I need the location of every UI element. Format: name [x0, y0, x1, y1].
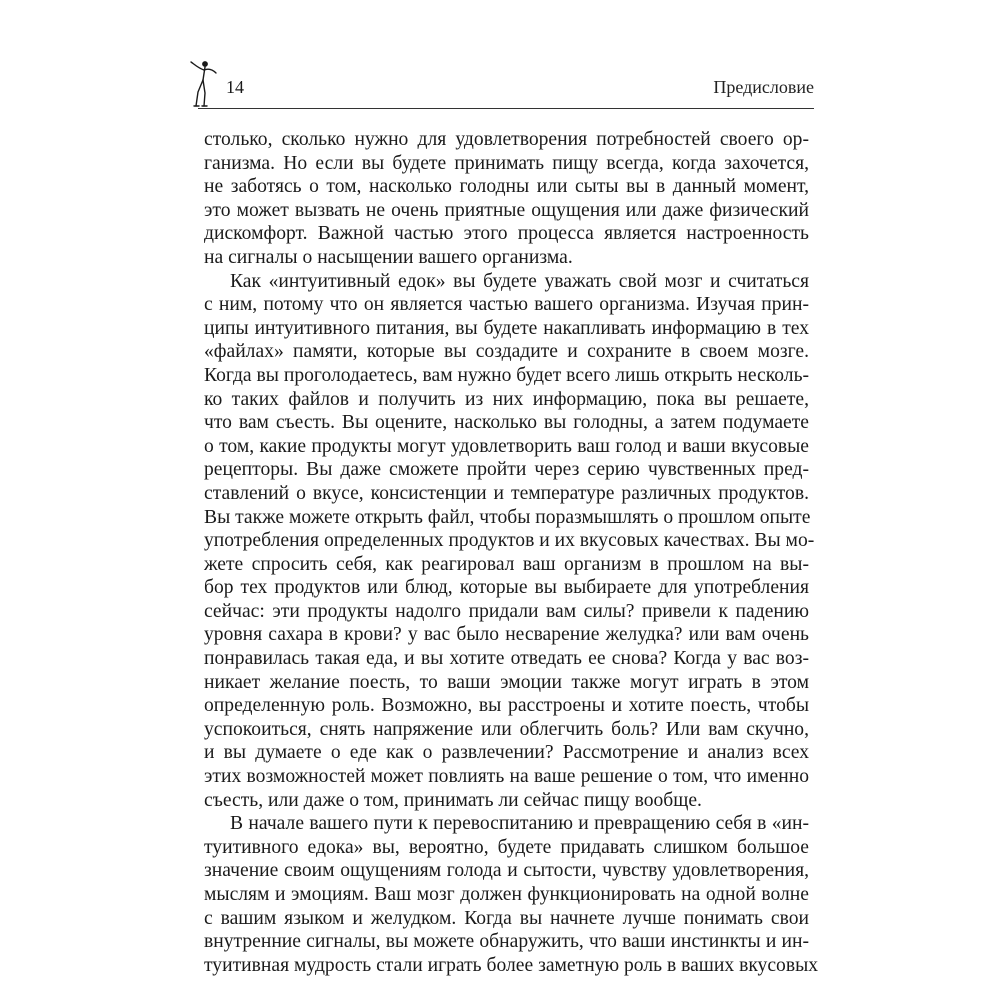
- text-line: ко таких файлов и получить из них информацию, пока вы решаете,: [204, 388, 809, 410]
- header-divider: [198, 108, 814, 109]
- text-line: уровня сахара в крови? у вас было несварение желудка? или вам очень: [204, 624, 809, 646]
- text-line: с ним, потому что он является частью вашего организма. Изучая прин-: [204, 294, 809, 316]
- text-line: ганизма. Но если вы будете принимать пищу всегда, когда захочется,: [204, 152, 809, 174]
- text-line: понравилась такая еда, и вы хотите отведать ее снова? Когда у вас воз-: [204, 648, 809, 670]
- text-line: употребления определенных продуктов и их вкусовых качествах. Вы мо-: [204, 530, 815, 552]
- text-line: Вы также можете открыть файл, чтобы поразмышлять о прошлом опыте: [204, 506, 811, 528]
- page-number: 14: [226, 77, 244, 97]
- text-line: значение своим ощущениям голода и сытости, чувству удовлетворения,: [204, 860, 809, 882]
- text-line: Как «интуитивный едок» вы будете уважать свой мозг и считаться: [230, 270, 809, 292]
- dancer-icon: [188, 58, 218, 110]
- section-title: Предисловие: [713, 77, 814, 97]
- text-line: туитивного едока» вы, вероятно, будете придавать слишком большое: [204, 836, 809, 858]
- text-line: жете спросить себя, как реагировал ваш организм в прошлом на вы-: [204, 553, 809, 575]
- text-line: бор тех продуктов или блюд, которые вы выбираете для употребления: [204, 577, 809, 599]
- text-line: на сигналы о насыщении вашего организма.: [204, 246, 573, 268]
- text-line: «файлах» памяти, которые вы создадите и сохраните в своем мозге.: [204, 341, 809, 363]
- text-line: Когда вы проголодаетесь, вам нужно будет всего лишь открыть несколь-: [204, 364, 810, 386]
- text-line: рецепторы. Вы даже сможете пройти через серию чувственных пред-: [204, 459, 809, 481]
- text-line: В начале вашего пути к перевоспитанию и превращению себя в «ин-: [230, 813, 809, 835]
- body-text: [204, 128, 819, 977]
- text-line: туитивная мудрость стали играть более заметную роль в ваших вкусовых: [204, 954, 819, 976]
- text-line: это может вызвать не очень приятные ощущения или даже физический: [204, 199, 809, 221]
- text-line: успокоиться, снять напряжение или облегчить боль? Или вам скучно,: [204, 718, 809, 740]
- text-line: не заботясь о том, насколько голодны или сыты вы в данный момент,: [204, 176, 809, 198]
- page-header: [188, 58, 814, 110]
- text-line: и вы думаете о еде как о развлечении? Рассмотрение и анализ всех: [204, 742, 809, 764]
- text-line: определенную роль. Возможно, вы расстроены и хотите поесть, чтобы: [204, 695, 809, 717]
- text-line: мыслям и эмоциям. Ваш мозг должен функционировать на одной волне: [204, 884, 809, 905]
- text-line: ципы интуитивного питания, вы будете накапливать информацию в тех: [204, 317, 809, 339]
- text-line: внутренние сигналы, вы можете обнаружить, что ваши инстинкты и ин-: [204, 931, 809, 953]
- text-line: этих возможностей может повлиять на ваше решение о том, что именно: [204, 766, 809, 788]
- text-line: о том, какие продукты могут удовлетворить ваш голод и ваши вкусовые: [204, 435, 809, 457]
- text-line: никает желание поесть, то ваши эмоции также могут играть в этом: [204, 671, 809, 693]
- text-line: столько, сколько нужно для удовлетворения потребностей своего ор-: [204, 129, 809, 150]
- paragraph: [204, 270, 815, 813]
- text-line: что вам съесть. Вы оцените, насколько вы голодны, а затем подумаете: [204, 412, 809, 434]
- text-line: съесть, или даже о том, принимать ли сейчас пищу вообще.: [204, 789, 702, 811]
- text-line: сейчас: эти продукты надолго придали вам силы? привели к падению: [204, 600, 809, 622]
- paragraph: [204, 812, 819, 977]
- text-line: с вашим языком и желудком. Когда вы начнете лучше понимать свои: [204, 907, 809, 929]
- text-line: ставлений о вкусе, консистенции и температуре различных продуктов.: [204, 482, 809, 504]
- text-line: дискомфорт. Важной частью этого процесса является настроенность: [204, 223, 809, 245]
- paragraph: [204, 128, 809, 270]
